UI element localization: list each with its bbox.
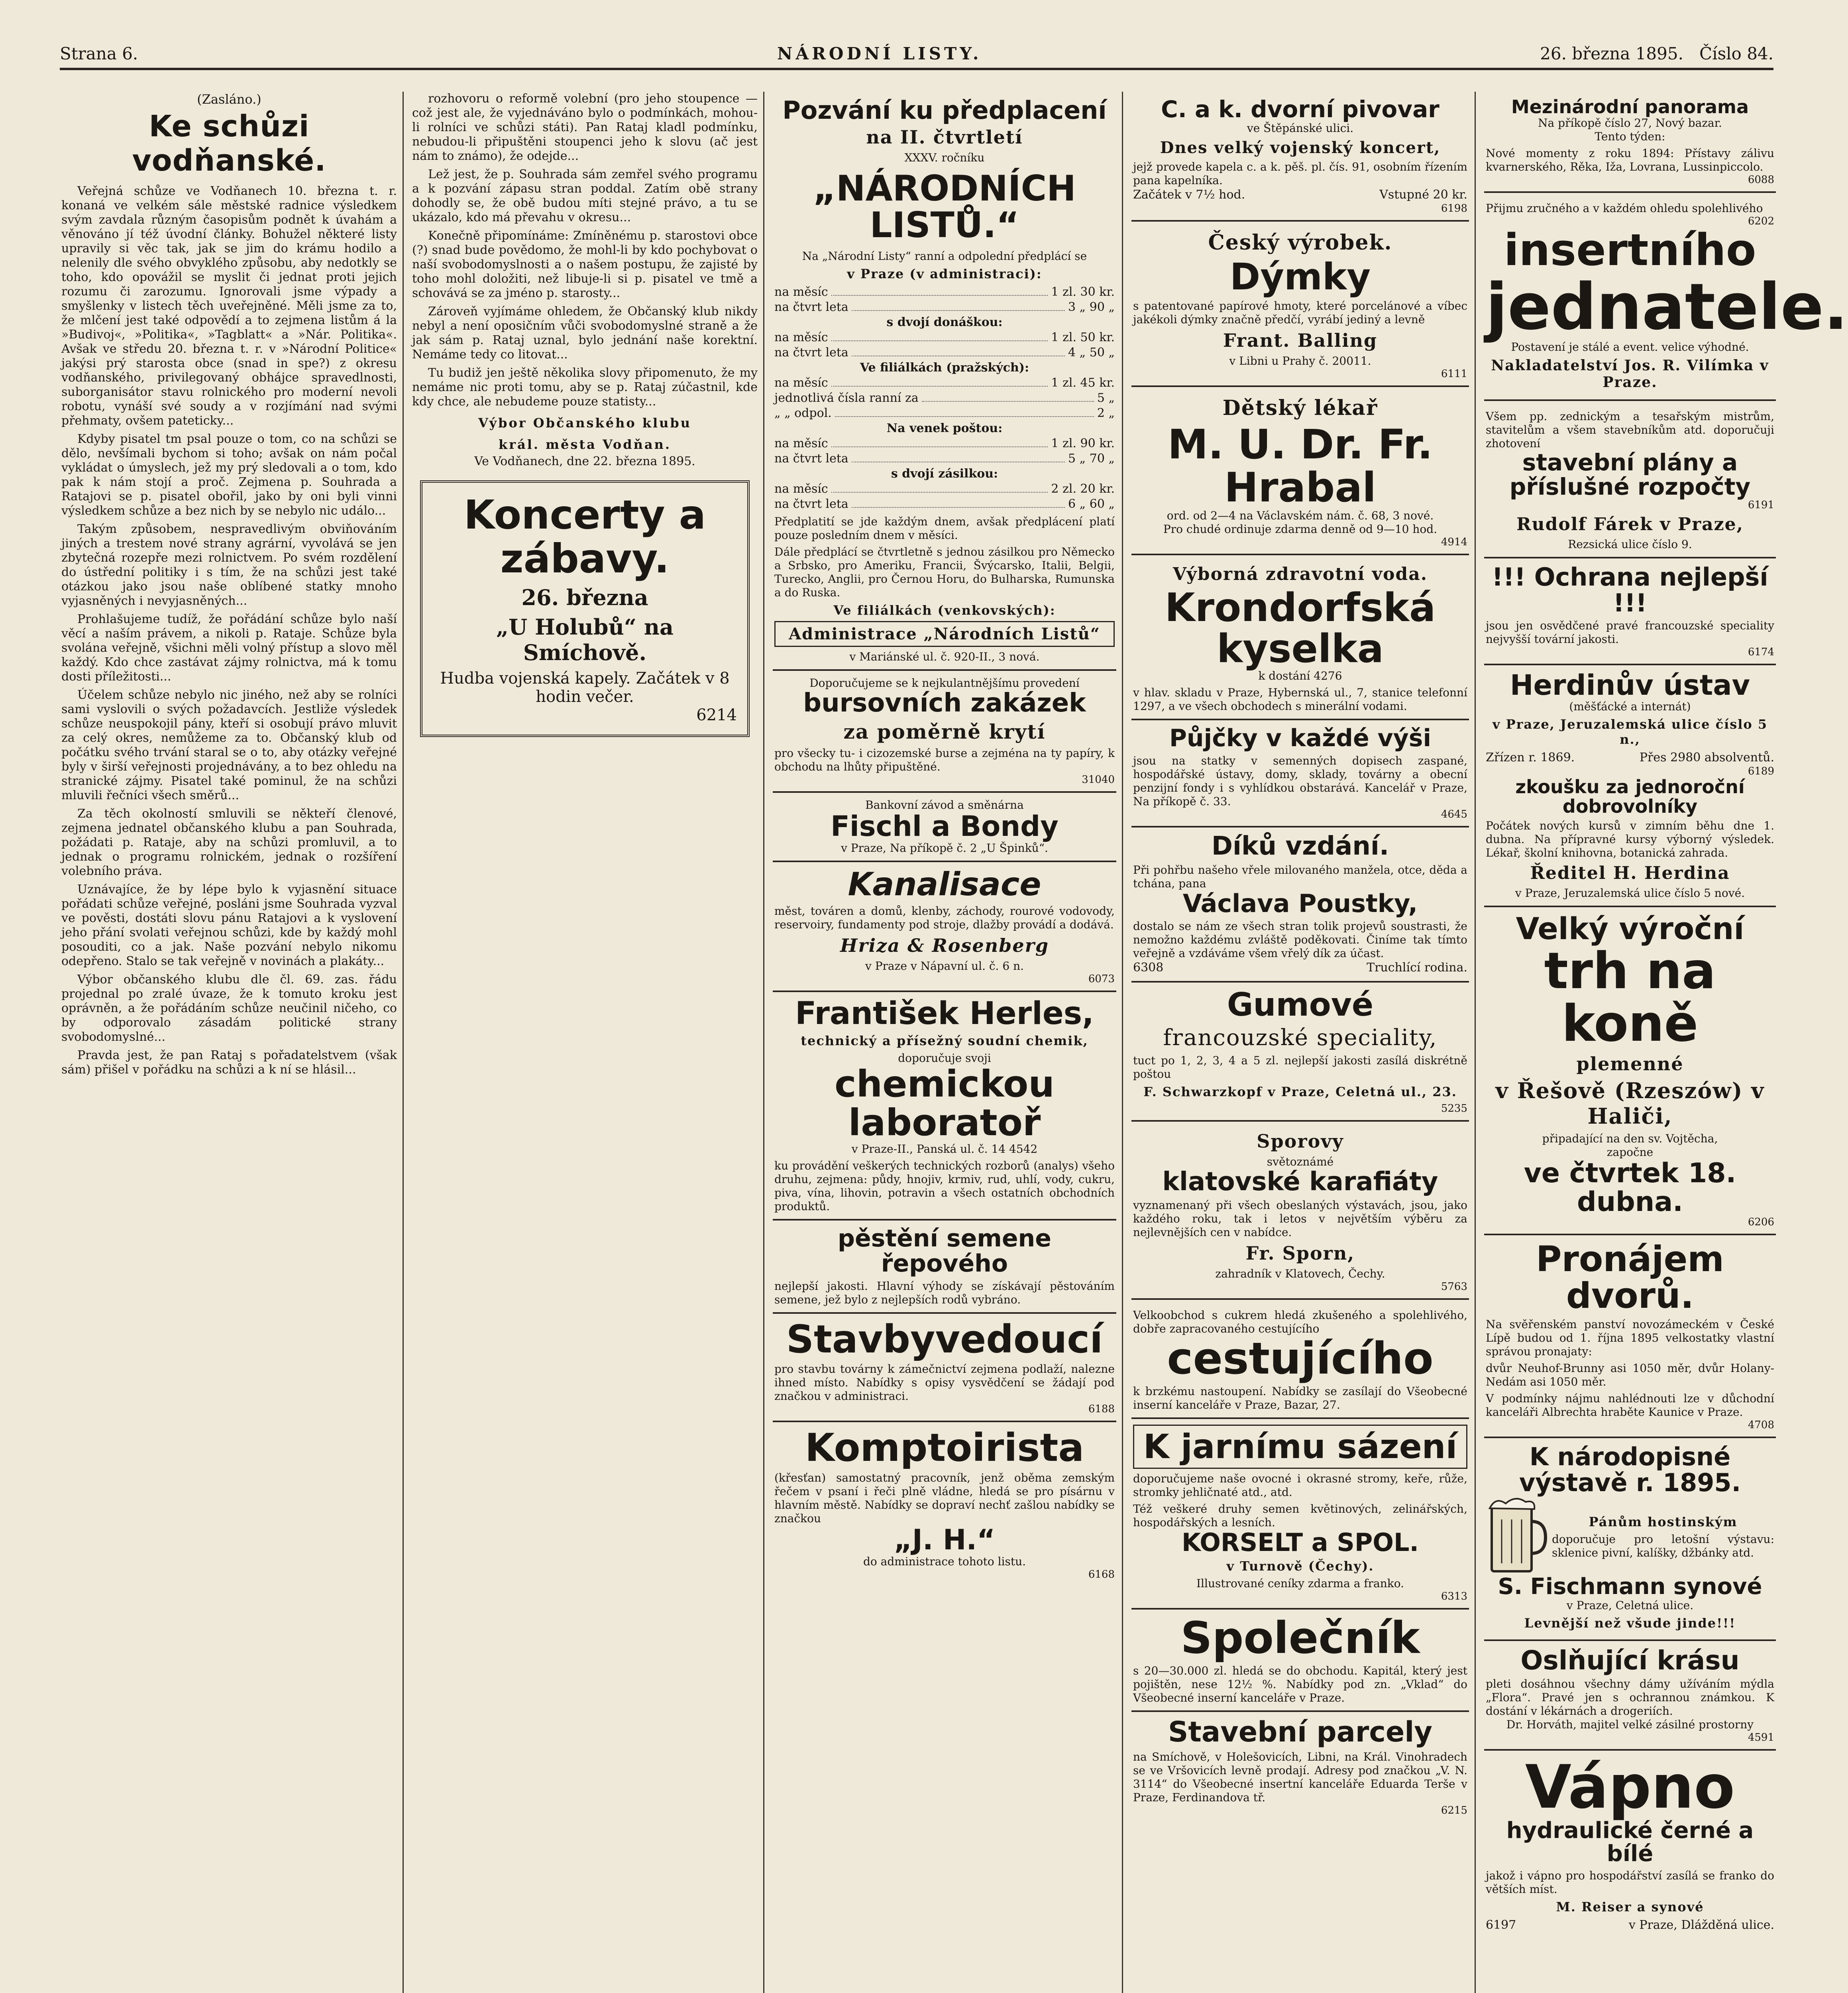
dot-leader: [852, 497, 1065, 508]
ad-number: 6073: [1088, 973, 1115, 985]
price-label: na měsíc: [774, 285, 828, 299]
vystava-title: K národopisné výstavě r. 1895.: [1519, 1442, 1741, 1497]
article-paragraph: Zároveň vyjímáme ohledem, že Občanský klub nikdy nebyl a není oposičním vůči svobodomyslné straně a že jak sám p. Rataj uznal, bylo jednání naše korektní. Nemáme tedy co litovat...: [412, 305, 758, 362]
gumove-sub: francouzské speciality,: [1163, 1024, 1438, 1051]
diky-name: Václava Poustky,: [1182, 888, 1418, 918]
herdin-sub: (měšťácké a internát): [1569, 700, 1691, 713]
ad-number: 6206: [1748, 1216, 1774, 1228]
price-label: s dvojí zásilkou:: [891, 466, 998, 481]
ad-number: 6174: [1748, 646, 1774, 658]
jednatel-firm: Nakladatelství Jos. R. Vilímka v Praze.: [1491, 357, 1769, 391]
diky-signature: Truchlící rodina.: [1367, 960, 1467, 975]
ad-number: 4276: [1314, 669, 1342, 683]
dvory-list: dvůr Neuhof-Brunny asi 1050 měr, dvůr Holany-Nedám asi 1050 měr.: [1486, 1361, 1774, 1388]
subscription-filial: Ve filiálkách (venkovských):: [833, 602, 1056, 618]
vapno-title: Vápno: [1525, 1753, 1735, 1822]
seeds-ad: [773, 1221, 1116, 1314]
price-label: Na venek poštou:: [886, 421, 1003, 435]
sazeni-address: v Turnově (Čechy).: [1226, 1558, 1374, 1574]
article-signature: Výbor Občanského klubu: [478, 415, 692, 430]
ads-column-3: [767, 92, 1122, 1993]
herles-text: ku provádění veškerých technických rozborů (analys) všeho druhu, zejmena: půdy, hnojiv, krmiv, rud, uhlí, vody, cukru, piva, vína, lihovin, potravin a všech ostatních obchodních produktů.: [774, 1159, 1115, 1213]
krasa-text: pleti dosáhnou všechny dámy užíváním mýdla „Flora“. Pravé jen s ochrannou známkou. K dostání v lékárnách a drogeriích.: [1486, 1677, 1774, 1718]
article-paragraph: Lež jest, že p. Souhrada sám zemřel svého programu a k pozvání zápasu stran poddal. Zatím obě strany dohodly se, že obě budou míti stejné právo, a tu se ukázalo, kdo má převahu v okresu...: [412, 167, 758, 224]
ad-number: 4708: [1748, 1419, 1774, 1431]
ad-number: 4645: [1441, 808, 1467, 821]
article-paragraph: Kdyby pisatel tm psal pouze o tom, co na schůzi se dělo, nevšímali bychom si toho; avšak on nám počal vykládat o úmyslech, jež my prý sledovali a o tom, kdo pak k nám stojí a proč. Zejmena p. Souhrada a Ratajovi se p. pisatel obořil, jako by oni byli vinni výsledkem schůze a bez nich by se nebylo nic událo...: [61, 432, 397, 518]
pivovar-entry: Vstupné 20 kr.: [1379, 187, 1467, 202]
diky-text: Při pohřbu našeho vřele milovaného manžela, otce, děda a tchána, pana: [1133, 863, 1467, 890]
komptoir-code: „J. H.“: [894, 1523, 996, 1557]
issue-number: Číslo 84.: [1699, 44, 1773, 63]
jednatel-big1: insertního: [1504, 224, 1756, 276]
price-row: [774, 345, 1115, 360]
dymky-title: Dýmky: [1229, 255, 1371, 298]
price-row: [774, 330, 1115, 345]
price-row: [774, 421, 1115, 436]
price-value: 2 zl. 20 kr.: [1051, 482, 1115, 496]
bursa-title: bursovních zakázek: [803, 688, 1086, 718]
dvory-text2: V podmínky nájmu nahlédnouti lze v důchodní kanceláři Albrechta hraběte Kaunice v Praze.: [1486, 1392, 1774, 1419]
ad-number: 4591: [1748, 1732, 1774, 1744]
price-value: 1 zl. 90 kr.: [1051, 436, 1115, 450]
vapno-ad: [1484, 1751, 1776, 1938]
fischl-text: Bankovní závod a směnárna: [865, 798, 1024, 812]
pujcky-title: Půjčky v každé výši: [1169, 724, 1432, 753]
price-label: na čtvrt leta: [774, 497, 848, 511]
article-paragraph: Výbor občanského klubu dle čl. 69. zas. řádu projednal po zralé úvaze, že k tomuto kroku jest oprávněn, a že pořádáním schůze neučinil ničeho, co by odporovalo zásadám politické strany svobodomyslné...: [61, 973, 397, 1044]
price-label: Ve filiálkách (pražských):: [860, 360, 1029, 375]
spolecnik-ad: [1131, 1610, 1469, 1712]
ad-number: 6188: [1088, 1403, 1115, 1415]
article-paragraph: Veřejná schůze ve Vodňanech 10. března t. r. konaná ve velkém sále městské radnice výsledkem svým zavdala různým časopisům podnět k úvahám a věnováno jí též úvodní články. Bohužel některé listy upravily si věc tak, jak se jim do krámu hodilo a nelenily dle svého obvyklého způsobu, aby nedotkly se toho, kdo opovážil se myslit či jednat proti jejich rozumu či zarozumu. Ignorovali jsme výpady a smyšlenky v listech těch uveřejněné. Měli jsme za to, že mlčení jest také odpovědí a to zejmena listům á la »Budivoj«, »Politika«, »Tagblatt« a »Nár. Politika«. Avšak ve středu 20. března t. r. v »Národní Politice« jakýsi prý starosta obce (snad in spe?) z okresu vodňanského, privilegovaný obhájce spravedlnosti, suborganisátor stavu rolnického pro moderní nevoli robotu, vynáší své soudy a v rozjímání nad svými přehmaty, ovšem pateticky...: [61, 184, 397, 428]
cukr-text2: k brzkému nastoupení. Nabídky se zasílají do Všeobecné inserní kanceláře v Praze, Bazar, 27.: [1133, 1385, 1467, 1412]
ad-number: 6214: [696, 706, 737, 724]
price-row: [774, 391, 1115, 406]
diky-ad: [1131, 827, 1469, 982]
article-paragraph: Účelem schůze nebylo nic jiného, než aby se rolníci sami vyslovili o svých požadavcích. Jestliže výsledek schůze neuspokojil pány, kteří si osobují právo mluvit za celý okres, nemůžeme za to. Občanský klub od počátku svého trvání staral se o to, aby otázky veřejné byly v širší veřejnosti projednávány, a to bez ohledu na stranické zájmy. Pisatel také pominul, že na schůzi mluvili řečníci všech směrů...: [61, 688, 397, 802]
price-value: 6 „ 60 „: [1068, 497, 1115, 511]
pivovar-text: jejž provede kapela c. a k. pěš. pl. čís. 91, osobním řízením pana kapelníka.: [1133, 160, 1467, 187]
jednatel-text: Přijmu zručného a v každém ohledu spolehlivého: [1486, 202, 1763, 215]
price-row: [774, 482, 1115, 497]
cukr-title: cestujícího: [1167, 1333, 1434, 1384]
krasa-ad: [1484, 1641, 1776, 1751]
beer-mug-icon: [1486, 1496, 1546, 1575]
hrabal-address: ord. od 2—4 na Václavském nám. č. 68, 3 nové.: [1167, 509, 1434, 522]
price-value: 1 zl. 30 kr.: [1051, 285, 1115, 299]
kyselka-head: Výborná zdravotní voda.: [1172, 564, 1428, 584]
herles-ad: [773, 992, 1116, 1221]
ochrana-title: !!! Ochrana nejlepší !!!: [1492, 562, 1768, 617]
hrabal-name: M. U. Dr. Fr. Hrabal: [1167, 421, 1433, 511]
stavby-text: pro stavbu továrny k zámečnictví zejmena podlaží, nalezne ihned místo. Nabídky s opisy vysvědčení se žádají pod značkou v administraci.: [774, 1362, 1115, 1403]
karafaty-firm: Fr. Sporn,: [1245, 1242, 1355, 1264]
pujcky-ad: [1131, 720, 1469, 827]
gumove-ad: [1131, 983, 1469, 1122]
plany-address: Rezsická ulice číslo 9.: [1568, 537, 1692, 551]
vapno-address: v Praze, Dlážděná ulice.: [1628, 1918, 1774, 1932]
bursa-sub: za poměrně krytí: [843, 720, 1046, 744]
stavby-ad: [773, 1314, 1116, 1423]
pivovar-sub: ve Štěpánské ulici.: [1247, 121, 1354, 135]
pujcky-text: jsou na statky v semenných dopisech zaspané, hospodářské ústavy, domy, sklady, továrny a obecní penzijní fondy i s vyhlídkou obstarává. Kancelář v Praze, Na příkopě č. 33.: [1133, 754, 1467, 808]
ad-number: 6215: [1441, 1804, 1467, 1816]
article-paragraph: Uznávajíce, že by lépe bylo k vyjasnění situace pořádati schůze veřejné, posláni jsme Souhrada vyzval ve pověsti, dostáti slovu pánu Ratajovi a k vyslovení jeho přání svolati veřejnou schůzi, kde by každý mohl posouditi, co a jak. Naše pozvání nebylo nikomu odepřeno. Stalo se tak veřejně v novinách a plakáty...: [61, 883, 397, 968]
krasa-doc: Dr. Horváth, majitel velké zásilné prostorny: [1506, 1718, 1754, 1732]
price-list: [774, 285, 1115, 512]
dot-leader: [835, 406, 1094, 417]
herdin-text: Počátek nových kursů v zimním běhu dne 1. dubna. Na přípravné kursy výborný výsledek. Lékař, školní knihovna, botanická zahrada.: [1486, 819, 1774, 859]
kyselka-text: v hlav. skladu v Praze, Hybernská ul., 7, stanice telefonní 1297, a ve všech obchodech s minerální vodami.: [1133, 686, 1467, 713]
sazeni-firm: KORSELT a SPOL.: [1181, 1527, 1419, 1557]
dymky-firm: Frant. Balling: [1223, 330, 1378, 352]
subscription-paper: „NÁRODNÍCH LISTŮ.“: [813, 168, 1076, 246]
kyselka-sub: k dostání: [1258, 669, 1310, 683]
price-row: [774, 451, 1115, 466]
article-paragraph: Prohlašujeme tudíž, že pořádání schůze bylo naší věcí a naším právem, a nikoli p. Rataje. Schůze byla svolána veřejně, všichni měli volný přístup a slovo měl každý. Kdo chce zastávat zájmy rolnictva, má k tomu dosti příležitosti...: [61, 612, 397, 684]
panorama-address: Na příkopě číslo 27, Nový bazar.: [1538, 116, 1722, 130]
fischl-ad: [773, 793, 1116, 862]
price-row: [774, 300, 1115, 315]
concert-text: Hudba vojenská kapely. Začátek v 8 hodin večer.: [440, 669, 730, 706]
ad-number: 5763: [1441, 1280, 1467, 1293]
stavby-title: Stavbyvedoucí: [786, 1317, 1103, 1362]
herles-title: chemickou laboratoř: [835, 1063, 1055, 1144]
ad-number: 6189: [1748, 765, 1774, 778]
price-label: na čtvrt leta: [774, 345, 848, 360]
ochrana-ad: [1484, 558, 1776, 665]
price-row: [774, 466, 1115, 482]
jednatel-ad: [1484, 193, 1848, 401]
dymky-ad: [1131, 222, 1469, 387]
herles-sub: technický a přísežný soudní chemik,: [801, 1033, 1088, 1049]
dot-leader: [852, 300, 1065, 311]
price-row: [774, 375, 1115, 391]
ad-number: 6313: [1441, 1590, 1467, 1602]
kone-sub: plemenné: [1576, 1053, 1684, 1075]
karafaty-title: klatovské karafiáty: [1162, 1167, 1438, 1197]
kone-note: připadající na den sv. Vojtěcha,: [1542, 1132, 1718, 1146]
ad-number: 6202: [1748, 215, 1774, 228]
karafaty-head: Sporovy: [1257, 1130, 1344, 1152]
kone-title: Velký výroční: [1516, 910, 1744, 946]
kanalisace-title: Kanalisace: [848, 865, 1041, 903]
hrabal-head: Dětský lékař: [1222, 396, 1378, 421]
issue-date: 26. března 1895.: [1540, 44, 1683, 63]
dymky-text: s patentované papírové hmoty, které porcelánové a víbec jakékoli dýmky značně předčí, vyrábí jediný a levně: [1133, 299, 1467, 326]
diky-title: Díků vzdání.: [1211, 831, 1389, 861]
vapno-sub: hydraulické černé a bílé: [1506, 1817, 1754, 1867]
krasa-title: Oslňující krásu: [1520, 1645, 1740, 1676]
dot-leader: [831, 285, 1048, 296]
dot-leader: [852, 345, 1065, 356]
karafaty-address: zahradník v Klatovech, Čechy.: [1215, 1267, 1385, 1280]
price-row: [774, 315, 1115, 330]
subscription-invite: Pozvání ku předplacení: [782, 96, 1107, 125]
kone-big: trh na koně: [1544, 941, 1716, 1053]
ad-number: 5235: [1441, 1102, 1467, 1114]
herles-address: v Praze-II., Panská ul. č. 14: [851, 1142, 1006, 1156]
panorama-week: Tento týden:: [1595, 130, 1665, 143]
ad-number: 6197: [1486, 1918, 1516, 1932]
price-label: na měsíc: [774, 330, 828, 344]
subscription-praha: v Praze (v administraci):: [847, 266, 1042, 281]
article-paragraph: Pravda jest, že pan Rataj s pořadatelstvem (však sám) přišel v pořádku na schůzi a k ní se hlásil...: [61, 1048, 397, 1077]
bursa-head: Doporučujeme se k nejkulantnějšímu provedení: [809, 676, 1080, 690]
herdin-address: v Praze, Jeruzalemská ulice číslo 5 n.,: [1492, 717, 1768, 747]
article-paragraph: Takým způsobem, nespravedlivým obviňováním jiných a trestem nové strany agrární, vyvolává se jen zbytečná rozepře mezi rolnictvem. Po svém rozdělení do ústřední politiky i s tím, že na schůzi jest také otázkou jako jsou naše oblíbené statky mnoho vyjasněných i nevyjasněných...: [61, 522, 397, 608]
price-value: 2 „: [1097, 406, 1115, 420]
column-rule: [1475, 92, 1476, 1993]
panorama-title: Mezinárodní panorama: [1511, 96, 1749, 118]
subscription-ad: [773, 92, 1116, 671]
kanalisace-address: v Praze v Nápavní ul. č. 6 n.: [865, 959, 1024, 973]
subscription-admin: Administrace „Národních Listů“: [774, 621, 1115, 647]
plany-firm: Rudolf Fárek v Praze,: [1516, 514, 1744, 535]
subscription-abroad: Dále předplácí se čtvrtletně s jednou zásilkou pro Německo a Srbsko, pro Ameriku, Francii, Švýcarsko, Italii, Belgii, Turecko, Anglii, pro Černou Horu, do Bulharska, Rumunska a do Ruska.: [774, 545, 1115, 599]
ad-number: 6088: [1748, 174, 1774, 186]
karafaty-sub: světoznámé: [1267, 1155, 1334, 1168]
column-rule: [403, 92, 404, 1993]
komptoir-title: Komptoirista: [805, 1425, 1084, 1470]
dot-leader: [852, 451, 1065, 462]
dymky-head: Český výrobek.: [1208, 230, 1392, 255]
price-value: 5 „: [1097, 391, 1115, 405]
page-header: [60, 44, 1773, 70]
kyselka-title: Krondorfská kyselka: [1165, 585, 1436, 672]
karafaty-text: vyznamenaný při všech obeslaných výstavách, jsou, jako každého roku, tak i letos v největším výběru za nejlevnějších cen v nabídce.: [1133, 1198, 1467, 1239]
ad-number: 6198: [1441, 202, 1467, 214]
jednatel-post: Postavení je stálé a event. velice výhodné.: [1511, 340, 1749, 354]
dot-leader: [922, 391, 1094, 402]
article-date: Ve Vodňanech, dne 22. března 1895.: [474, 454, 695, 468]
vystava-text: doporučuje pro letošní výstavu: sklenice pivní, kalíšky, džbánky atd.: [1552, 1533, 1774, 1559]
column-rule: [1122, 92, 1123, 1993]
dot-leader: [831, 375, 1048, 387]
kone-note-2: započne: [1606, 1146, 1654, 1159]
herdin-address-2: v Praze, Jeruzalemská ulice číslo 5 nové.: [1515, 886, 1745, 900]
seeds-title: pěstění semene řepového: [838, 1224, 1051, 1278]
fischl-address: v Praze, Na příkopě č. 2 „U Špinků“.: [841, 841, 1048, 855]
price-value: 1 zl. 45 kr.: [1051, 375, 1115, 390]
herdin-title: Herdinův ústav: [1510, 668, 1750, 702]
price-label: na měsíc: [774, 436, 828, 450]
price-label: s dvojí donáškou:: [886, 315, 1003, 329]
hrabal-ad: [1131, 387, 1469, 555]
panorama-ad: [1484, 92, 1776, 193]
parcely-ad: [1131, 1712, 1469, 1822]
ad-number: 4914: [1441, 536, 1467, 548]
fischl-name: Fischl a Bondy: [831, 810, 1059, 843]
article-column-2: [407, 92, 763, 1993]
karafaty-ad: [1131, 1122, 1469, 1300]
kone-ad: [1484, 907, 1776, 1235]
article-paragraph: rozhovoru o reformě volební (pro jeho stoupence — což jest ale, že vyjednáváno bylo o podmínkách, mohou-li rolníci ve schůzi státi). Pan Rataj kladl podmínku, nebudou-li připuštěni stoupenci jeho k slovu (ač jest nám to známo), že odejde...: [412, 92, 758, 163]
article-title: Ke schůzi vodňanské.: [132, 109, 326, 178]
komptoir-text: (křesťan) samostatný pracovník, jenž oběma zemským řečem v psaní i řeči plně vládne, hledá se pro písárnu v hlavním městě. Nabídky se dopraví nechť zašlou nabídky se značkou: [774, 1471, 1115, 1525]
vystava-sub: Pánům hostinským: [1589, 1514, 1738, 1529]
kanalisace-ad: [773, 862, 1116, 992]
kyselka-ad: [1131, 555, 1469, 721]
dot-leader: [831, 330, 1048, 341]
ad-number: 6111: [1441, 368, 1467, 380]
dvory-title: Pronájem dvorů.: [1536, 1238, 1724, 1317]
parcely-text: na Smíchově, v Holešovicích, Libni, na Král. Vinohradech se ve Vršovicích levně prodají. Adresy pod značkou „V. N. 3114“ do Všeobecné insertní kanceláře Eduarda Terše v Praze, Ferdinandova tř.: [1133, 1750, 1467, 1804]
ad-number: 4542: [1009, 1142, 1038, 1156]
cukr-ad: [1131, 1300, 1469, 1419]
ad-number: 6308: [1133, 960, 1164, 975]
ochrana-text: jsou jen osvědčené pravé francouzské speciality nejvyšší tovární jakosti.: [1486, 619, 1774, 646]
panorama-text: Nové momenty z roku 1894: Přístavy zálivu kvarnerského, Rěka, Iža, Lovrana, Lussinpiccolo.: [1486, 147, 1774, 174]
kanalisace-firm: Hriza & Rosenberg: [840, 934, 1049, 956]
price-label: jednotlivá čísla ranní za: [774, 391, 919, 405]
vapno-firm: M. Reiser a synové: [1556, 1899, 1704, 1915]
pivovar-start: Začátek v 7½ hod.: [1133, 187, 1245, 202]
gumove-firm: F. Schwarzkopf v Praze, Celetná ul., 23.: [1143, 1084, 1457, 1099]
page-number: Strana 6.: [60, 44, 138, 63]
ad-number: 6191: [1748, 499, 1774, 511]
komptoir-text2: do administrace tohoto listu.: [863, 1555, 1026, 1568]
price-row: [774, 497, 1115, 512]
vystava-ad: [1484, 1438, 1776, 1641]
price-value: 5 „ 70 „: [1068, 451, 1115, 466]
dot-leader: [831, 482, 1048, 493]
jednatel-big2: jednatele.: [1486, 269, 1848, 344]
dvory-text: Na svěřenském panství novozámeckém v České Lípě budou od 1. října 1895 velkostatky vlastní správou pronajaty:: [1486, 1317, 1774, 1358]
seeds-text: nejlepší jakosti. Hlavní výhody se získávají pěstováním semene, jež bylo z nejlepších rodů vybráno.: [774, 1279, 1115, 1306]
herdin-count: Přes 2980 absolventů.: [1639, 751, 1774, 765]
kanalisace-text: měst, továren a domů, klenby, záchody, rourové vodovody, reservoiry, fundamenty pod stroje, dlažby provádí a dodává.: [774, 904, 1115, 931]
article-signature-2: král. města Vodňan.: [498, 437, 672, 452]
price-label: „ „ odpol.: [774, 406, 832, 420]
newspaper-title: NÁRODNÍ LISTY.: [777, 44, 982, 63]
herles-name: František Herles,: [795, 995, 1094, 1032]
sazeni-text2: Též veškeré druhy semen květinových, zelinářských, hospodářských a lesních.: [1133, 1502, 1467, 1529]
price-value: 1 zl. 50 kr.: [1051, 330, 1115, 344]
dvory-ad: [1484, 1235, 1776, 1438]
bursa-text: pro všecky tu- i cizozemské burse a zejména na ty papíry, k obchodu na lhůty připuštěné.: [774, 747, 1115, 774]
bursa-ad: [773, 671, 1116, 793]
gumove-title: Gumové: [1227, 986, 1374, 1023]
price-row: [774, 285, 1115, 300]
herdin-exam: zkoušku za jednoroční dobrovolníky: [1515, 776, 1745, 817]
spolecnik-text: s 20—30.000 zl. hledá se do obchodu. Kapitál, který jest pojištěn, nese 12½ %. Nabídky pod zn. „Vklad“ do Všeobecné inserní kanceláře v Praze.: [1133, 1664, 1467, 1705]
concert-venue: „U Holubů“ na Smíchově.: [496, 614, 674, 665]
pivovar-title: C. a k. dvorní pivovar: [1161, 96, 1440, 123]
parcely-title: Stavební parcely: [1168, 1716, 1432, 1749]
ad-number: 31040: [1082, 774, 1115, 786]
ads-column-5: [1479, 92, 1848, 1993]
article-tag: (Zasláno.): [197, 92, 261, 107]
herdin-founded: Zřízen r. 1869.: [1486, 751, 1575, 765]
pivovar-ad: [1131, 92, 1469, 222]
ad-number: 6168: [1088, 1568, 1115, 1580]
concert-ad: [420, 480, 750, 737]
komptoir-ad: [773, 1422, 1116, 1586]
concert-date: 26. března: [521, 585, 648, 610]
price-label: na měsíc: [774, 375, 828, 390]
subscription-quarter: na II. čtvrtletí: [866, 126, 1023, 148]
gumove-text: tuct po 1, 2, 3, 4 a 5 zl. nejlepší jakosti zasílá diskrétně poštou: [1133, 1053, 1467, 1081]
article-column-1: [56, 92, 403, 1993]
ads-column-4: [1126, 92, 1475, 1993]
spolecnik-title: Společník: [1180, 1612, 1420, 1663]
plany-text: Všem pp. zednickým a tesařským mistrům, stavitelům a všem stavebníkům atd. doporučuji zhotovení: [1486, 409, 1774, 450]
subscription-note: Předplatití se jde každým dnem, avšak předplácení platí pouze posledním dnem v měsíci.: [774, 515, 1115, 542]
concert-title: Koncerty a zábavy.: [463, 491, 706, 582]
price-label: na měsíc: [774, 482, 828, 496]
diky-text2: dostalo se nám ze všech stran tolik projevů soustrasti, že nemožno každému zvláště poděkovati. Činíme tak tímto veřejně a vzdáváme všem vřelý dík za účast.: [1133, 919, 1467, 960]
sazeni-text3: Illustrované ceníky zdarma a franko.: [1196, 1576, 1404, 1590]
price-value: 4 „ 50 „: [1068, 345, 1115, 360]
price-row: [774, 406, 1115, 421]
price-label: na čtvrt leta: [774, 300, 848, 314]
kone-date: ve čtvrtek 18. dubna.: [1524, 1158, 1736, 1218]
article-paragraph: Za těch okolností smluvili se někteří členové, zejmena jednatel občanského klubu a pan Souhrada, požádati p. Rataje, aby na schůzi promluvil, a to jednak o programu rolnickém, jednak o rozšíření volebního práva.: [61, 807, 397, 878]
sazeni-title: K jarnímu sázení: [1133, 1425, 1467, 1468]
subscription-intro: Na „Národní Listy“ ranní a odpolední předplácí se: [802, 249, 1087, 263]
vystava-address: v Praze, Celetná ulice.: [1566, 1598, 1694, 1612]
dymky-address: v Libni u Prahy č. 20011.: [1229, 354, 1371, 368]
price-value: 3 „ 90 „: [1068, 300, 1115, 314]
subscription-year: XXXV. ročníku: [904, 151, 985, 165]
vapno-text: jakož i vápno pro hospodářství zasílá se franko do větších míst.: [1486, 1869, 1774, 1896]
sazeni-ad: [1131, 1419, 1469, 1609]
sazeni-text: doporučujeme naše ovocné i okrasné stromy, keře, růže, stromky jehličnaté atd., atd.: [1133, 1472, 1467, 1499]
article-paragraph: Konečně připomínáme: Zmíněnému p. starostovi obce (?) snad bude povědomo, že mohl-li by kdo pochybovat o naší svobodomyslnosti a o našem postupu, že zajisté by toho mohl doložiti, než libuje-li si p. pisatel ve tmě a schovává se za jméno p. starosty...: [412, 229, 758, 300]
column-rule: [763, 92, 764, 1993]
vystava-text2: Levnější než všude jinde!!!: [1524, 1615, 1736, 1631]
kone-place: v Řešově (Rzeszów) v Haliči,: [1495, 1078, 1765, 1129]
article-paragraph: Tu budiž jen ještě několika slovy připomenuto, že my nemáme nic proti tomu, aby se p. Rataj zúčastnil, kde kdy chce, ale nebudeme pouze statisty...: [412, 366, 758, 409]
pivovar-concert: Dnes velký vojenský koncert,: [1160, 138, 1441, 157]
herles-sub2: doporučuje svoji: [898, 1052, 991, 1065]
herdin-director: Ředitel H. Herdina: [1530, 863, 1730, 883]
price-row: [774, 436, 1115, 451]
hrabal-text: Pro chudé ordinuje zdarma denně od 9—10 hod.: [1163, 522, 1438, 536]
cukr-text: Velkoobchod s cukrem hledá zkušeného a spolehlivého, dobře zapracovaného cestujícího: [1133, 1308, 1467, 1335]
price-row: [774, 360, 1115, 375]
plany-ad: [1484, 401, 1776, 558]
dot-leader: [831, 436, 1048, 447]
price-label: na čtvrt leta: [774, 451, 848, 466]
vystava-firm: S. Fischmann synové: [1498, 1574, 1762, 1600]
subscription-address: v Mariánské ul. č. 920-II., 3 nová.: [849, 650, 1040, 663]
plany-title: stavební plány a příslušné rozpočty: [1509, 448, 1751, 500]
herdin-ad: [1484, 665, 1776, 907]
